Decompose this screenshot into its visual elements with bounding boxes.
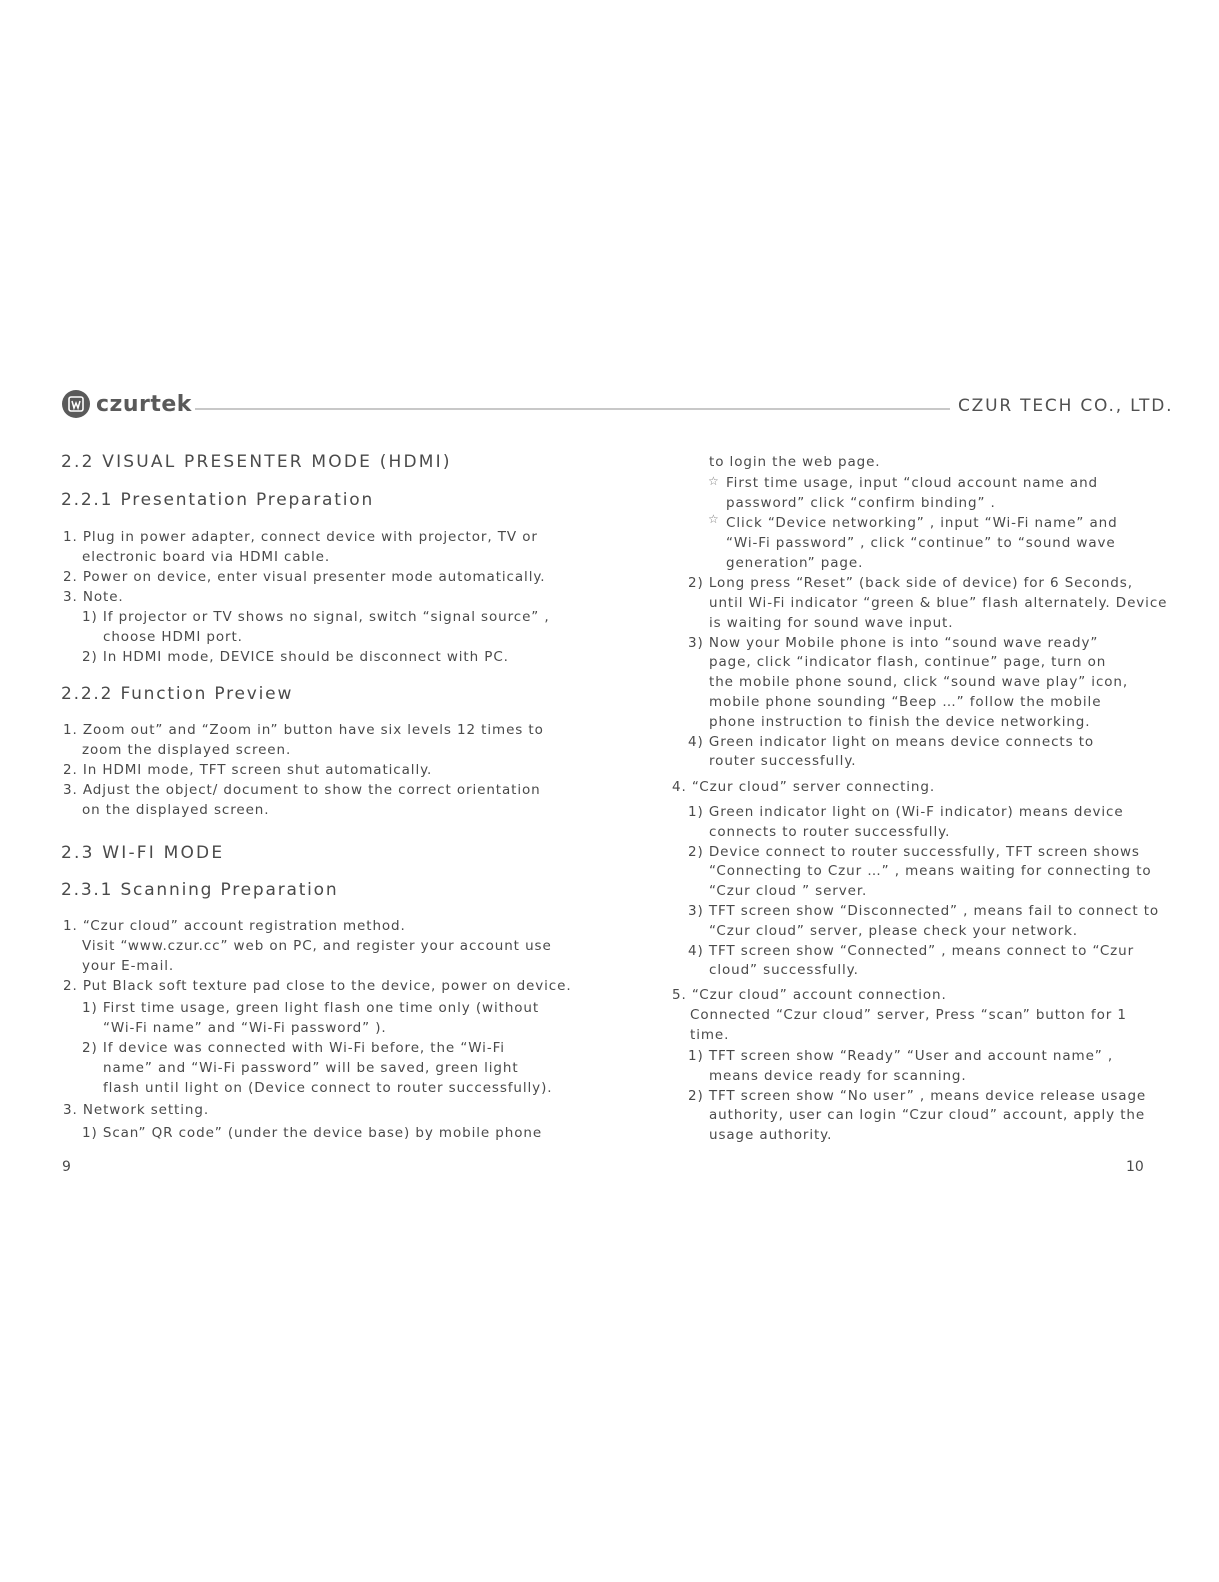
scan-line: name” and “Wi-Fi password” will be saved, green light bbox=[103, 1060, 519, 1076]
right-line: to login the web page. bbox=[709, 454, 881, 470]
scan-line: 1) Scan” QR code” (under the device base) by mobile phone bbox=[82, 1125, 543, 1141]
scan-line: 2. Put Black soft texture pad close to the device, power on device. bbox=[63, 978, 572, 994]
preview-line: 2. In HDMI mode, TFT screen shut automatically. bbox=[63, 762, 433, 778]
preview-line: on the displayed screen. bbox=[82, 802, 270, 818]
scan-line: 1) First time usage, green light flash one time only (without bbox=[82, 1000, 540, 1016]
logo-text: czurtek bbox=[96, 391, 192, 417]
right-line: authority, user can login “Czur cloud” account, apply the bbox=[709, 1107, 1146, 1123]
scan-line: your E-mail. bbox=[82, 958, 175, 974]
scan-line: “Wi-Fi name” and “Wi-Fi password” ). bbox=[103, 1020, 387, 1036]
right-line: 1) TFT screen show “Ready” “User and account name” , bbox=[688, 1048, 1114, 1064]
right-line: usage authority. bbox=[709, 1127, 833, 1143]
scan-line: 3. Network setting. bbox=[63, 1102, 210, 1118]
page-number-right: 10 bbox=[1126, 1159, 1144, 1175]
prep-line: 2) In HDMI mode, DEVICE should be disconnect with PC. bbox=[82, 649, 509, 665]
right-line: 4) TFT screen show “Connected” , means connect to “Czur bbox=[688, 943, 1135, 959]
czur-logo-icon bbox=[62, 390, 90, 418]
header-divider bbox=[195, 408, 950, 410]
right-line: mobile phone sounding “Beep …” follow the mobile bbox=[709, 694, 1102, 710]
preview-line: zoom the displayed screen. bbox=[82, 742, 292, 758]
right-line: router successfully. bbox=[709, 753, 857, 769]
prep-line: choose HDMI port. bbox=[103, 629, 243, 645]
star-icon: ☆ bbox=[708, 474, 719, 488]
right-line: cloud” successfully. bbox=[709, 962, 859, 978]
right-line: means device ready for scanning. bbox=[709, 1068, 967, 1084]
prep-line: electronic board via HDMI cable. bbox=[82, 549, 331, 565]
right-line: 1) Green indicator light on (Wi-F indicator) means device bbox=[688, 804, 1124, 820]
right-line: 3) Now your Mobile phone is into “sound wave ready” bbox=[688, 635, 1099, 651]
right-line: time. bbox=[690, 1027, 730, 1043]
czur-logo bbox=[62, 390, 192, 418]
right-line: “Connecting to Czur …” , means waiting for connecting to bbox=[709, 863, 1152, 879]
right-line: 4. “Czur cloud” server connecting. bbox=[672, 779, 936, 795]
right-line: “Wi-Fi password” , click “continue” to “sound wave bbox=[726, 535, 1116, 551]
preview-line: 3. Adjust the object/ document to show the correct orientation bbox=[63, 782, 541, 798]
right-line: connects to router successfully. bbox=[709, 824, 951, 840]
right-line: password” click “confirm binding” . bbox=[726, 495, 996, 511]
right-line: 5. “Czur cloud” account connection. bbox=[672, 987, 947, 1003]
scan-line: Visit “www.czur.cc” web on PC, and register your account use bbox=[82, 938, 552, 954]
scan-line: flash until light on (Device connect to router successfully). bbox=[103, 1080, 553, 1096]
heading-2-2-2: 2.2.2 Function Preview bbox=[61, 684, 294, 704]
right-line: is waiting for sound wave input. bbox=[709, 615, 954, 631]
right-line: “Czur cloud” server, please check your network. bbox=[709, 923, 1078, 939]
prep-line: 1) If projector or TV shows no signal, switch “signal source” , bbox=[82, 609, 550, 625]
right-line: First time usage, input “cloud account name and bbox=[726, 475, 1099, 491]
right-line: 2) Device connect to router successfully, TFT screen shows bbox=[688, 844, 1140, 860]
right-line: 3) TFT screen show “Disconnected” , means fail to connect to bbox=[688, 903, 1160, 919]
right-line: 2) TFT screen show “No user” , means device release usage bbox=[688, 1088, 1147, 1104]
right-line: until Wi-Fi indicator “green & blue” flash alternately. Device bbox=[709, 595, 1168, 611]
right-line: page, click “indicator flash, continue” page, turn on bbox=[709, 654, 1107, 670]
page-number-left: 9 bbox=[62, 1159, 71, 1175]
prep-line: 1. Plug in power adapter, connect device with projector, TV or bbox=[63, 529, 538, 545]
right-line: 4) Green indicator light on means device connects to bbox=[688, 734, 1095, 750]
heading-2-3: 2.3 WI-FI MODE bbox=[61, 843, 225, 863]
right-line: 2) Long press “Reset” (back side of device) for 6 Seconds, bbox=[688, 575, 1133, 591]
right-line: “Czur cloud ” server. bbox=[709, 883, 868, 899]
heading-2-2-1: 2.2.1 Presentation Preparation bbox=[61, 490, 375, 510]
prep-line: 3. Note. bbox=[63, 589, 124, 605]
right-line: Connected “Czur cloud” server, Press “scan” button for 1 bbox=[690, 1007, 1127, 1023]
scan-line: 1. “Czur cloud” account registration method. bbox=[63, 918, 406, 934]
heading-2-2: 2.2 VISUAL PRESENTER MODE (HDMI) bbox=[61, 452, 452, 472]
scan-line: 2) If device was connected with Wi-Fi before, the “Wi-Fi bbox=[82, 1040, 505, 1056]
right-line: generation” page. bbox=[726, 555, 864, 571]
heading-2-3-1: 2.3.1 Scanning Preparation bbox=[61, 880, 339, 900]
right-line: the mobile phone sound, click “sound wave play” icon, bbox=[709, 674, 1129, 690]
preview-line: 1. Zoom out” and “Zoom in” button have six levels 12 times to bbox=[63, 722, 544, 738]
star-icon: ☆ bbox=[708, 512, 719, 526]
prep-line: 2. Power on device, enter visual presenter mode automatically. bbox=[63, 569, 546, 585]
company-name: CZUR TECH CO., LTD. bbox=[958, 396, 1174, 416]
right-line: Click “Device networking” , input “Wi-Fi name” and bbox=[726, 515, 1118, 531]
right-line: phone instruction to finish the device networking. bbox=[709, 714, 1091, 730]
